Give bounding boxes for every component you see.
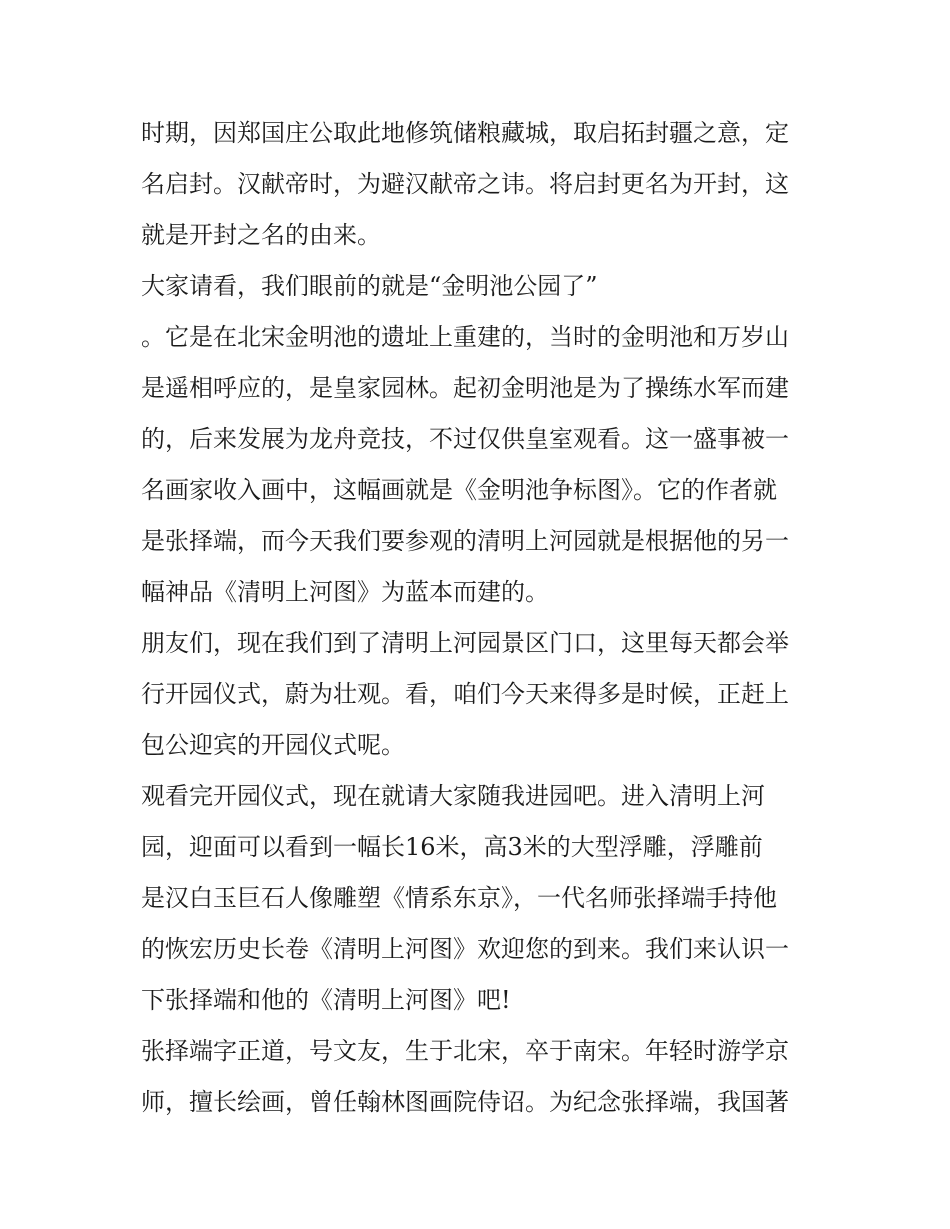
text-line: 下张择端和他的《清明上河图》吧! <box>141 986 511 1014</box>
text-line: 朋友们，现在我们到了清明上河园景区门口，这里每天都会举 <box>141 629 789 657</box>
text-line: 名画家收入画中，这幅画就是《金明池争标图》。它的作者就 <box>141 476 777 504</box>
text-line: 。它是在北宋金明池的遗址上重建的，当时的金明池和万岁山 <box>141 323 789 351</box>
text-line: 行开园仪式，蔚为壮观。看，咱们今天来得多是时候，正赶上 <box>141 680 789 708</box>
text-line: 就是开封之名的由来。 <box>141 221 381 249</box>
text-line: 大家请看，我们眼前的就是“金明池公园了” <box>141 272 598 300</box>
text-line: 是张择端，而今天我们要参观的清明上河园就是根据他的另一 <box>141 527 789 555</box>
text-line: 包公迎宾的开园仪式呢。 <box>141 731 405 759</box>
text-line: 张择端字正道，号文友，生于北宋，卒于南宋。年轻时游学京 <box>141 1037 789 1065</box>
text-line: 幅神品《清明上河图》为蓝本而建的。 <box>141 578 549 606</box>
text-line: 观看完开园仪式，现在就请大家随我进园吧。进入清明上河 <box>141 782 765 810</box>
text-line: 师，擅长绘画，曾任翰林图画院侍诏。为纪念张择端，我国著 <box>141 1088 789 1116</box>
text-line: 园，迎面可以看到一幅长16米，高3米的大型浮雕，浮雕前 <box>141 833 763 861</box>
text-line: 的恢宏历史长卷《清明上河图》欢迎您的到来。我们来认识一 <box>141 935 789 963</box>
text-line: 是遥相呼应的，是皇家园林。起初金明池是为了操练水军而建 <box>141 374 789 402</box>
text-line: 时期，因郑国庄公取此地修筑储粮藏城，取启拓封疆之意，定 <box>141 119 789 147</box>
text-line: 的，后来发展为龙舟竞技，不过仅供皇室观看。这一盛事被一 <box>141 425 789 453</box>
body-text <box>141 108 821 1128</box>
text-line: 名启封。汉献帝时，为避汉献帝之讳。将启封更名为开封，这 <box>141 170 789 198</box>
text-line: 是汉白玉巨石人像雕塑《情系东京》，一代名师张择端手持他 <box>141 884 777 912</box>
